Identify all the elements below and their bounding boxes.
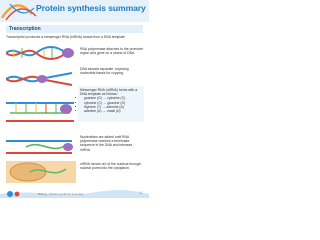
step-5-text: mRNA moves out of the nucleus through nuclear pores into the cytoplasm.: [80, 162, 141, 171]
figure-step-2: [6, 73, 72, 85]
step-3-text: Messenger RNA (mRNA) forms with a DNA template as follows:: [80, 88, 138, 97]
step-3-text-block: [80, 88, 144, 113]
page-header: [0, 0, 149, 22]
figure-step-5: [6, 161, 76, 183]
footer-text: Biology • Protein synthesis summary: [38, 192, 84, 196]
section-intro: Transcription produces a messenger RNA (mRNA) strand from a DNA template: [6, 35, 125, 39]
section-heading: Transcription: [9, 26, 41, 32]
step-4-text: Nucleotides are added until RNA polymerase reaches a terminator sequence in the DNA and releases mRNA.: [80, 135, 133, 152]
base-pair-item: • cytosine (C) → guanine (G): [84, 101, 144, 105]
base-pair-item: • adenine (A) → uracil (U): [84, 109, 144, 113]
base-pairing-list: [80, 96, 144, 113]
base-pair-item: • guanine (G) → cytosine (C): [84, 96, 144, 100]
page-title: Protein synthesis summary: [36, 3, 146, 13]
figure-step-4: [6, 141, 73, 153]
base-pair-item: • thymine (T) → adenine (A): [84, 105, 144, 109]
figure-step-1: [6, 47, 74, 59]
transcription-figures: [6, 43, 76, 183]
step-1-text: RNA polymerase attaches to the promoter region and gene on a strand of DNA.: [80, 47, 144, 56]
page-number: 1: [140, 191, 142, 195]
step-2-text: DNA strands separate, exposing nucleotide bases for copying.: [80, 67, 129, 76]
figure-step-3: [6, 103, 74, 121]
